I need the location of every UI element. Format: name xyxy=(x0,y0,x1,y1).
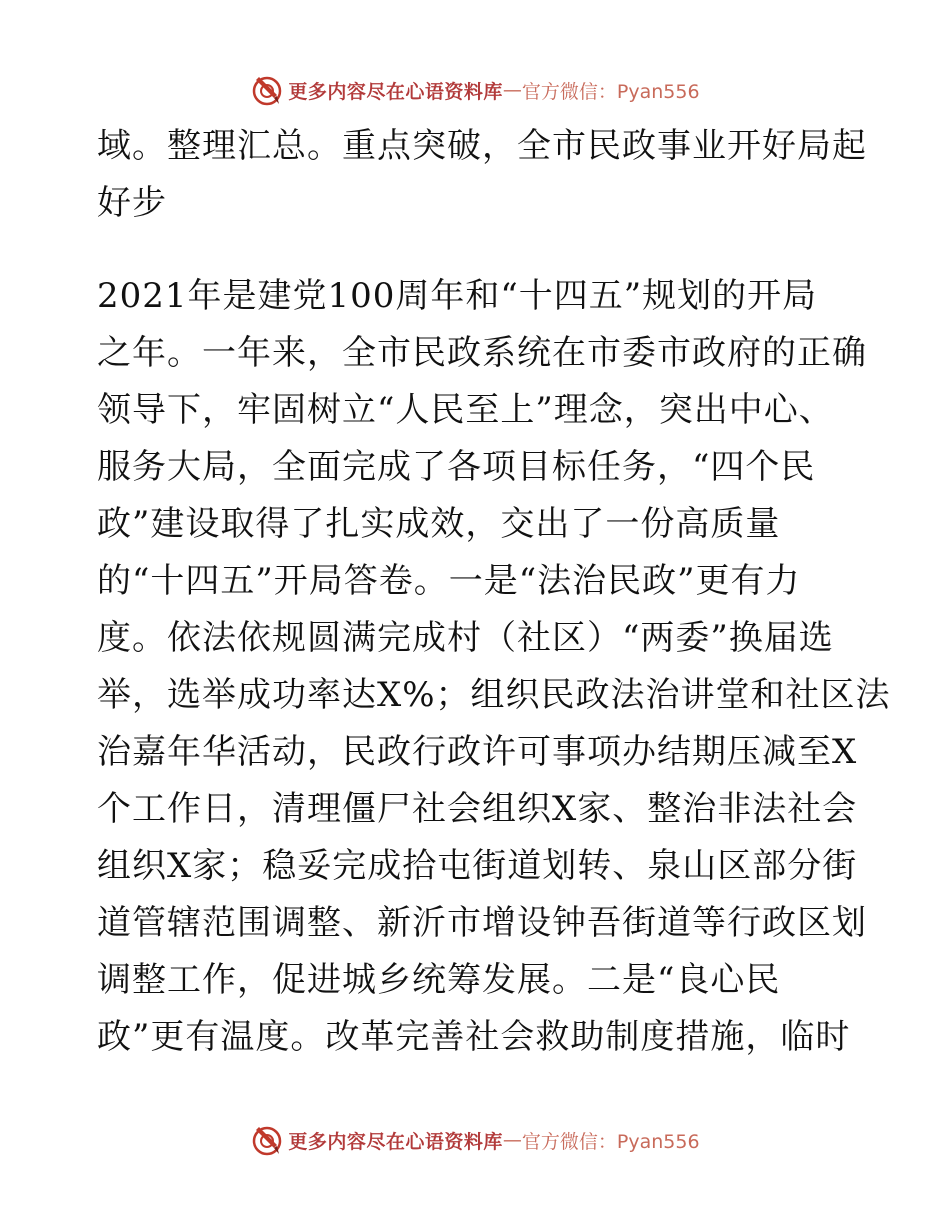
text-line: 调整工作，促进城乡统筹发展。二是“良心民 xyxy=(97,960,781,1000)
text-line: 的“十四五”开局答卷。一是“法治民政”更有力 xyxy=(97,561,801,601)
text-line: 好步 xyxy=(97,183,167,223)
document-body xyxy=(97,124,891,1072)
paragraph-gap xyxy=(97,238,857,274)
text-line: 政”更有温度。改革完善社会救助制度措施，临时 xyxy=(97,1017,851,1057)
text-line: 道管辖范围调整、新沂市增设钟吾街道等行政区划 xyxy=(97,903,867,943)
pen-logo-icon xyxy=(250,73,284,107)
text-line: 组织X家；稳妥完成拾屯街道划转、泉山区部分街 xyxy=(97,846,858,886)
watermark-dash: — xyxy=(502,79,522,101)
watermark-text: 更多内容尽在心语资料库 xyxy=(288,1130,503,1153)
text-line: 个工作日，清理僵尸社会组织X家、整治非法社会 xyxy=(97,789,858,829)
text-line: 领导下，牢固树立“人民至上”理念，突出中心、 xyxy=(97,390,834,430)
watermark-account: 官方微信：Pyan556 xyxy=(521,1130,700,1153)
text-line: 政”建设取得了扎实成效，交出了一份高质量 xyxy=(97,504,781,544)
text-line: 服务大局，全面完成了各项目标任务，“四个民 xyxy=(97,447,816,487)
watermark-dash: — xyxy=(502,1129,522,1151)
text-line: 2021年是建党100周年和“十四五”规划的开局 xyxy=(97,276,818,316)
pen-logo-icon xyxy=(250,1123,284,1157)
text-line: 之年。一年来，全市民政系统在市委市政府的正确 xyxy=(97,333,867,373)
text-line: 治嘉年华活动，民政行政许可事项办结期压减至X xyxy=(97,732,858,772)
watermark-footer xyxy=(0,1120,950,1160)
watermark-account: 官方微信：Pyan556 xyxy=(521,80,700,103)
text-line: 举，选举成功率达X%；组织民政法治讲堂和社区法 xyxy=(97,675,891,715)
text-line: 域。整理汇总。重点突破，全市民政事业开好局起 xyxy=(97,126,867,166)
watermark-header xyxy=(0,70,950,110)
watermark-text: 更多内容尽在心语资料库 xyxy=(288,80,503,103)
text-line: 度。依法依规圆满完成村（社区）“两委”换届选 xyxy=(97,618,834,658)
